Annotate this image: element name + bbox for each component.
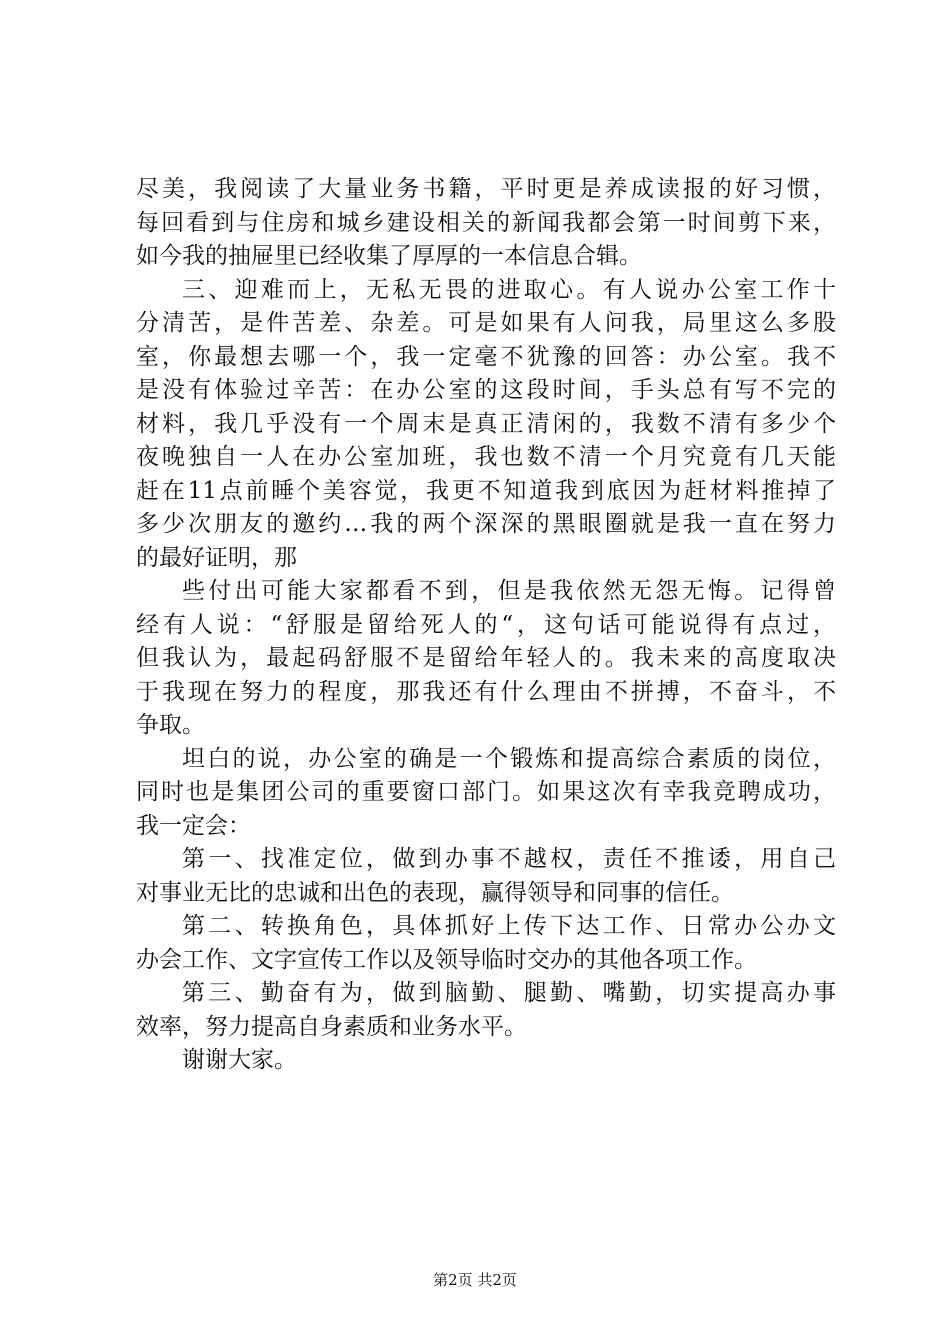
text-line: 多少次朋友的邀约…我的两个深深的黑眼圈就是我一直在努力	[136, 511, 836, 537]
text-line: 分清苦，是件苦差、杂差。可是如果有人问我，局里这么多股	[136, 310, 836, 336]
text-line: 争取。	[136, 712, 205, 738]
paragraph	[136, 173, 836, 274]
text-line: 但我认为，最起码舒服不是留给年轻人的。我未来的高度取决	[136, 645, 836, 671]
text-line: 第一、找准定位，做到办事不越权，责任不推诿，用自己	[182, 846, 836, 872]
text-line: 我一定会：	[136, 812, 251, 839]
text-line: 是没有体验过辛苦：在办公室的这段时间，手头总有写不完的	[136, 377, 836, 403]
text-line: 些付出可能大家都看不到，但是我依然无怨无悔。记得曾	[182, 578, 836, 604]
text-line: 对事业无比的忠诚和出色的表现，赢得领导和同事的信任。	[136, 879, 734, 906]
text-line: 室，你最想去哪一个，我一定毫不犹豫的回答：办公室。我不	[136, 343, 836, 370]
paragraph	[136, 977, 836, 1044]
page-number: 第2页 共2页	[433, 1271, 517, 1289]
text-line: 于我现在努力的程度，那我还有什么理由不拼搏，不奋斗，不	[136, 678, 836, 705]
text-line: 尽美，我阅读了大量业务书籍，平时更是养成读报的好习惯，	[136, 176, 836, 202]
text-line: 每回看到与住房和城乡建设相关的新闻我都会第一时间剪下来，	[136, 209, 836, 236]
text-line: 谢谢大家。	[182, 1047, 297, 1073]
text-line: 坦白的说，办公室的确是一个锻炼和提高综合素质的岗位，	[182, 745, 836, 772]
paragraph	[136, 274, 836, 576]
page-footer	[0, 1270, 950, 1290]
text-line: 的最好证明，那	[136, 544, 297, 571]
text-line: 如今我的抽屉里已经收集了厚厚的一本信息合辑。	[136, 243, 642, 269]
text-line: 第三、勤奋有为，做到脑勤、腿勤、嘴勤，切实提高办事	[182, 980, 836, 1006]
text-line: 效率，努力提高自身素质和业务水平。	[136, 1013, 527, 1040]
paragraph	[136, 575, 836, 743]
paragraph	[136, 910, 836, 977]
paragraph	[136, 743, 836, 844]
paragraph	[136, 1044, 836, 1078]
paragraph	[136, 843, 836, 910]
text-line: 经有人说：“舒服是留给死人的“，这句话可能说得有点过，	[136, 611, 836, 638]
text-line: 赶在11点前睡个美容觉，我更不知道我到底因为赶材料推掉了	[136, 477, 836, 504]
text-line: 同时也是集团公司的重要窗口部门。如果这次有幸我竞聘成功，	[136, 779, 836, 805]
text-line: 夜晚独自一人在办公室加班，我也数不清一个月究竟有几天能	[136, 444, 836, 470]
text-line: 材料，我几乎没有一个周末是真正清闲的，我数不清有多少个	[136, 410, 836, 437]
text-line: 三、迎难而上，无私无畏的进取心。有人说办公室工作十	[182, 276, 836, 303]
text-line: 办会工作、文字宣传工作以及领导临时交办的其他各项工作。	[136, 946, 757, 973]
document-body	[136, 173, 836, 1078]
text-line: 第二、转换角色，具体抓好上传下达工作、日常办公办文	[182, 913, 836, 939]
